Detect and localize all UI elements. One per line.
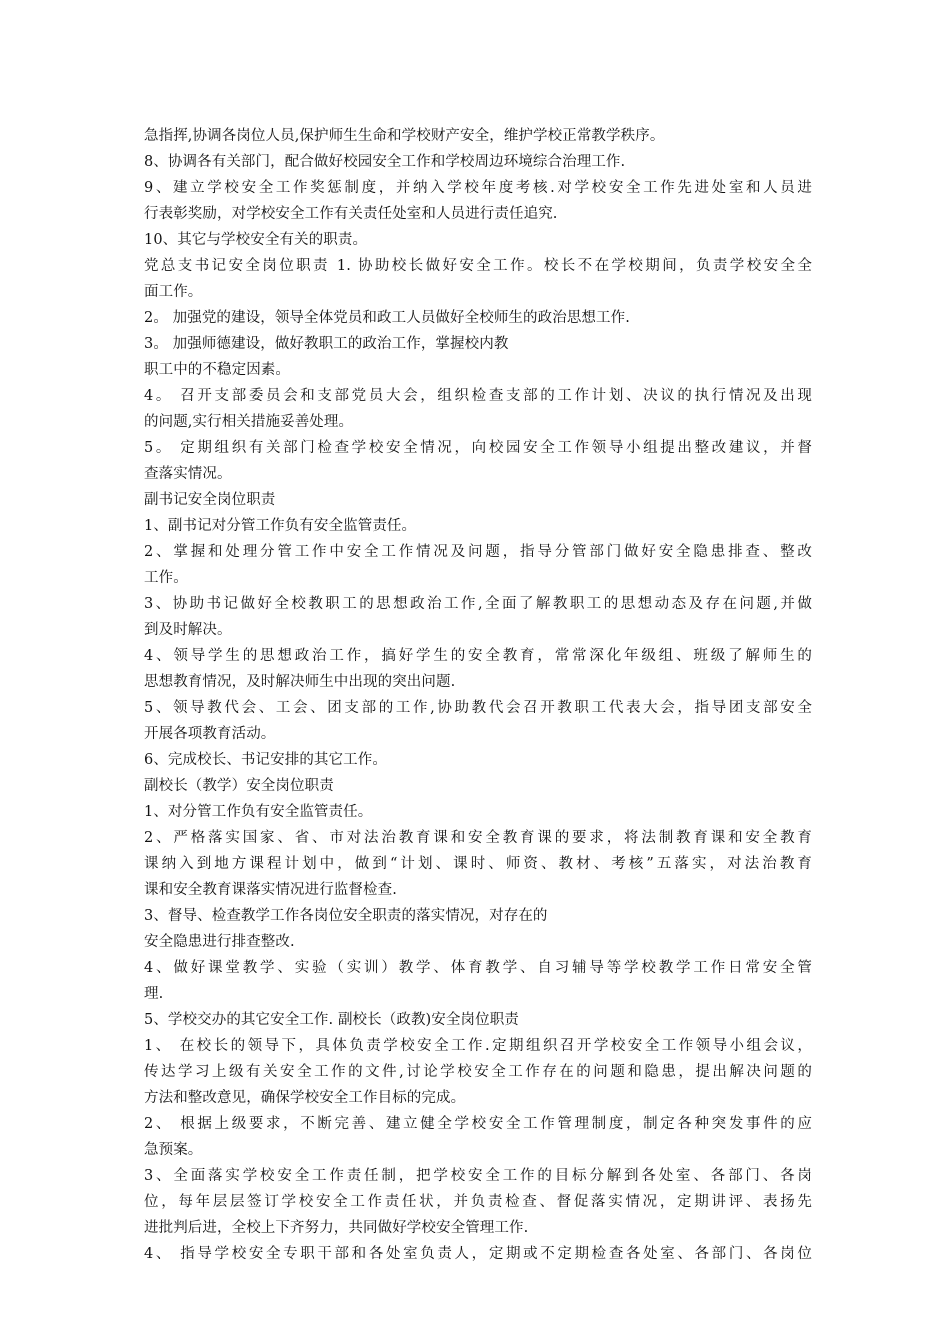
- text-line: 传达学习上级有关安全工作的文件,讨论学校安全工作存在的问题和隐患，提出解决问题的: [144, 1064, 812, 1080]
- text-line: 3。 加强师德建设，做好教职工的政治工作，掌握校内教: [144, 336, 509, 352]
- text-line: 5、领导教代会、工会、团支部的工作,协助教代会召开教职工代表大会，指导团支部安全: [144, 700, 812, 716]
- text-line: 2、严格落实国家、省、市对法治教育课和安全教育课的要求，将法制教育课和安全教育: [144, 830, 812, 846]
- text-line: 3、全面落实学校安全工作责任制，把学校安全工作的目标分解到各处室、各部门、各岗: [144, 1168, 812, 1184]
- text-line: 2。 加强党的建设，领导全体党员和政工人员做好全校师生的政治思想工作.: [144, 310, 630, 326]
- text-line: 急指挥,协调各岗位人员,保护师生生命和学校财产安全，维护学校正常教学秩序。: [144, 128, 665, 144]
- text-line: 4、 指导学校安全专职干部和各处室负责人，定期或不定期检查各处室、各部门、各岗位: [144, 1246, 812, 1262]
- text-line: 行表彰奖励，对学校安全工作有关责任处室和人员进行责任追究.: [144, 206, 558, 222]
- text-line: 查落实情况。: [144, 466, 232, 482]
- text-line: 方法和整改意见，确保学校安全工作目标的完成。: [144, 1090, 466, 1106]
- text-line: 的问题,实行相关措施妥善处理。: [144, 414, 354, 430]
- text-line: 6、完成校长、书记安排的其它工作。: [144, 752, 387, 768]
- text-line: 职工中的不稳定因素。: [144, 362, 290, 378]
- text-line: 党总支书记安全岗位职责 1. 协助校长做好安全工作。校长不在学校期间，负责学校安全全: [144, 258, 812, 274]
- text-line: 开展各项教育活动。: [144, 726, 276, 742]
- text-line: 面工作。: [144, 284, 203, 300]
- text-line: 2、 根据上级要求，不断完善、建立健全学校安全工作管理制度，制定各种突发事件的应: [144, 1116, 812, 1132]
- text-line: 1、 在校长的领导下，具体负责学校安全工作.定期组织召开学校安全工作领导小组会议，: [144, 1038, 812, 1054]
- document-body: [144, 123, 812, 1267]
- text-line: 1、副书记对分管工作负有安全监管责任。: [144, 518, 417, 534]
- text-line: 3、督导、检查教学工作各岗位安全职责的落实情况，对存在的: [144, 908, 548, 924]
- text-line: 到及时解决。: [144, 622, 232, 638]
- text-line: 课纳入到地方课程计划中，做到“计划、课时、师资、教材、考核”五落实，对法治教育: [144, 856, 812, 872]
- text-line: 位，每年层层签订学校安全工作责任状，并负责检查、督促落实情况，定期讲评、表扬先: [144, 1194, 812, 1210]
- text-line: 4、做好课堂教学、实验（实训）教学、体育教学、自习辅导等学校教学工作日常安全管: [144, 960, 812, 976]
- text-line: 5、学校交办的其它安全工作. 副校长（政教)安全岗位职责: [144, 1012, 519, 1028]
- text-line: 副校长（教学）安全岗位职责: [144, 778, 334, 794]
- text-line: 2、掌握和处理分管工作中安全工作情况及问题，指导分管部门做好安全隐患排查、整改: [144, 544, 812, 560]
- text-line: 4、领导学生的思想政治工作，搞好学生的安全教育，常常深化年级组、班级了解师生的: [144, 648, 812, 664]
- text-line: 课和安全教育课落实情况进行监督检查.: [144, 882, 397, 898]
- text-line: 3、协助书记做好全校教职工的思想政治工作,全面了解教职工的思想动态及存在问题,并做: [144, 596, 812, 612]
- text-line: 思想教育情况，及时解决师生中出现的突出问题.: [144, 674, 456, 690]
- text-line: 进批判后进，全校上下齐努力，共同做好学校安全管理工作.: [144, 1220, 529, 1236]
- text-line: 副书记安全岗位职责: [144, 492, 276, 508]
- text-line: 急预案。: [144, 1142, 203, 1158]
- text-line: 1、对分管工作负有安全监管责任。: [144, 804, 373, 820]
- text-line: 安全隐患进行排查整改.: [144, 934, 295, 950]
- text-line: 8、协调各有关部门，配合做好校园安全工作和学校周边环境综合治理工作.: [144, 154, 626, 170]
- text-line: 4。 召开支部委员会和支部党员大会，组织检查支部的工作计划、决议的执行情况及出现: [144, 388, 812, 404]
- text-line: 工作。: [144, 570, 188, 586]
- text-line: 5。 定期组织有关部门检查学校安全情况，向校园安全工作领导小组提出整改建议，并督: [144, 440, 812, 456]
- text-line: 理.: [144, 986, 164, 1002]
- text-line: 10、其它与学校安全有关的职责。: [144, 232, 368, 248]
- text-line: 9、建立学校安全工作奖惩制度，并纳入学校年度考核.对学校安全工作先进处室和人员进: [144, 180, 812, 196]
